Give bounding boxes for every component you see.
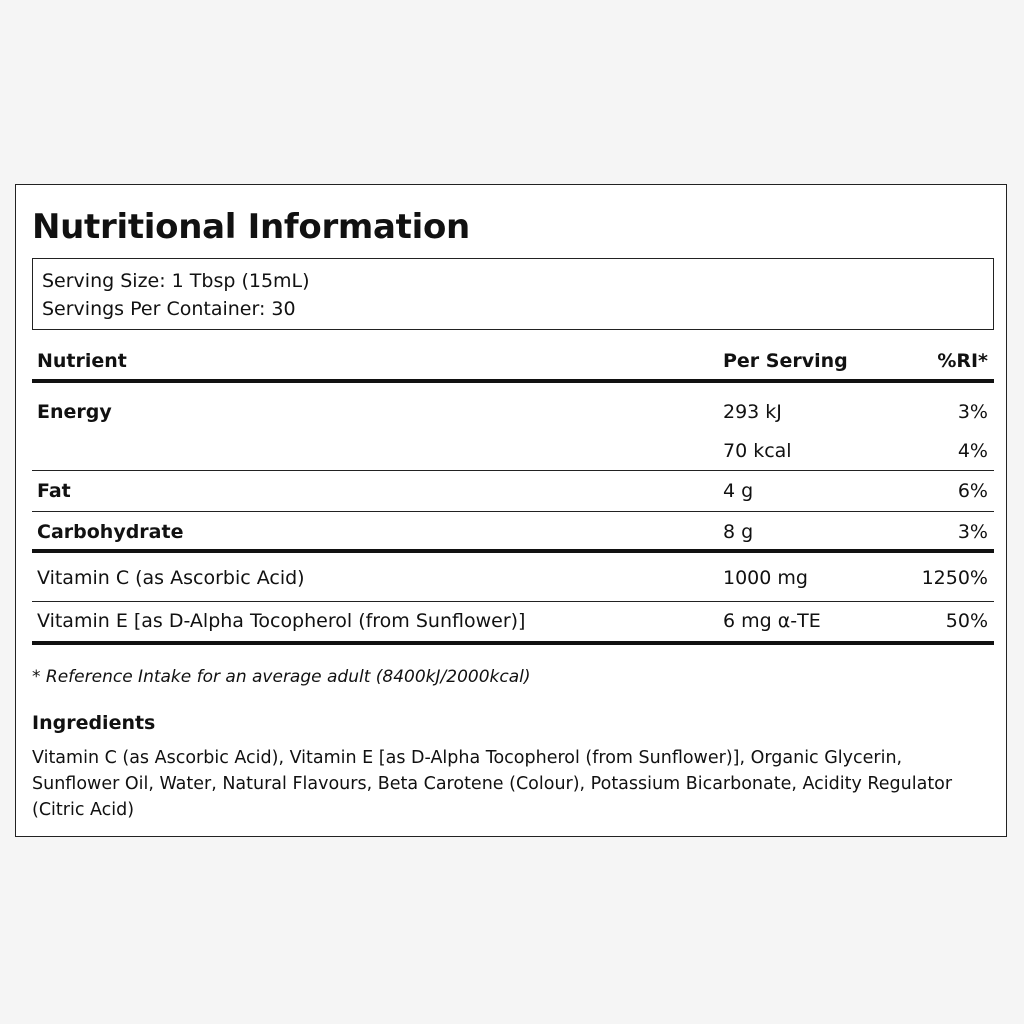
serving-info-box [32, 258, 994, 330]
per-serving-value: 4 g [723, 480, 754, 502]
header-nutrient: Nutrient [37, 350, 127, 372]
energy-kj-value: 293 kJ [723, 401, 782, 423]
nutrient-name: Vitamin C (as Ascorbic Acid) [37, 567, 305, 589]
nutrient-name: Vitamin E [as D-Alpha Tocopherol (from Sunflower)] [37, 610, 526, 632]
servings-per-container: Servings Per Container: 30 [42, 298, 296, 320]
ingredients-heading: Ingredients [32, 712, 156, 734]
label-title: Nutritional Information [32, 207, 470, 247]
nutrient-name: Fat [37, 480, 71, 502]
energy-kj-ri: 3% [957, 401, 988, 423]
nutrient-name: Energy [37, 401, 112, 423]
energy-kcal-value: 70 kcal [723, 440, 792, 462]
reference-intake-footnote: * Reference Intake for an average adult (8400kJ/2000kcal) [32, 667, 531, 687]
energy-kcal-ri: 4% [957, 440, 988, 462]
table-row-carbohydrate [32, 512, 994, 553]
header-per-serving: Per Serving [723, 350, 848, 372]
table-row-fat [32, 471, 994, 512]
nutrition-label [15, 184, 1007, 837]
ingredients-list: Vitamin C (as Ascorbic Acid), Vitamin E [as D-Alpha Tocopherol (from Sunflower)], Organic Glycerin, Sunflower Oil, Water, Natural Flavours, Beta Carotene (Colour), Potassium Bicarbonate, Acidity Regulator (Citric Acid) [32, 748, 953, 820]
table-row-vitamin-e [32, 602, 994, 645]
nutrient-name: Carbohydrate [37, 521, 184, 543]
ri-value: 6% [957, 480, 988, 502]
table-header-row [32, 343, 994, 383]
ri-value: 50% [945, 610, 988, 632]
header-ri: %RI* [937, 350, 988, 372]
table-row-energy [32, 383, 994, 471]
per-serving-value: 1000 mg [723, 567, 808, 589]
table-row-vitamin-c [32, 553, 994, 602]
nutrient-table [32, 343, 994, 645]
ri-value: 3% [957, 521, 988, 543]
per-serving-value: 8 g [723, 521, 754, 543]
serving-size: Serving Size: 1 Tbsp (15mL) [42, 270, 310, 292]
per-serving-value: 6 mg α-TE [723, 610, 821, 632]
ri-value: 1250% [921, 567, 988, 589]
